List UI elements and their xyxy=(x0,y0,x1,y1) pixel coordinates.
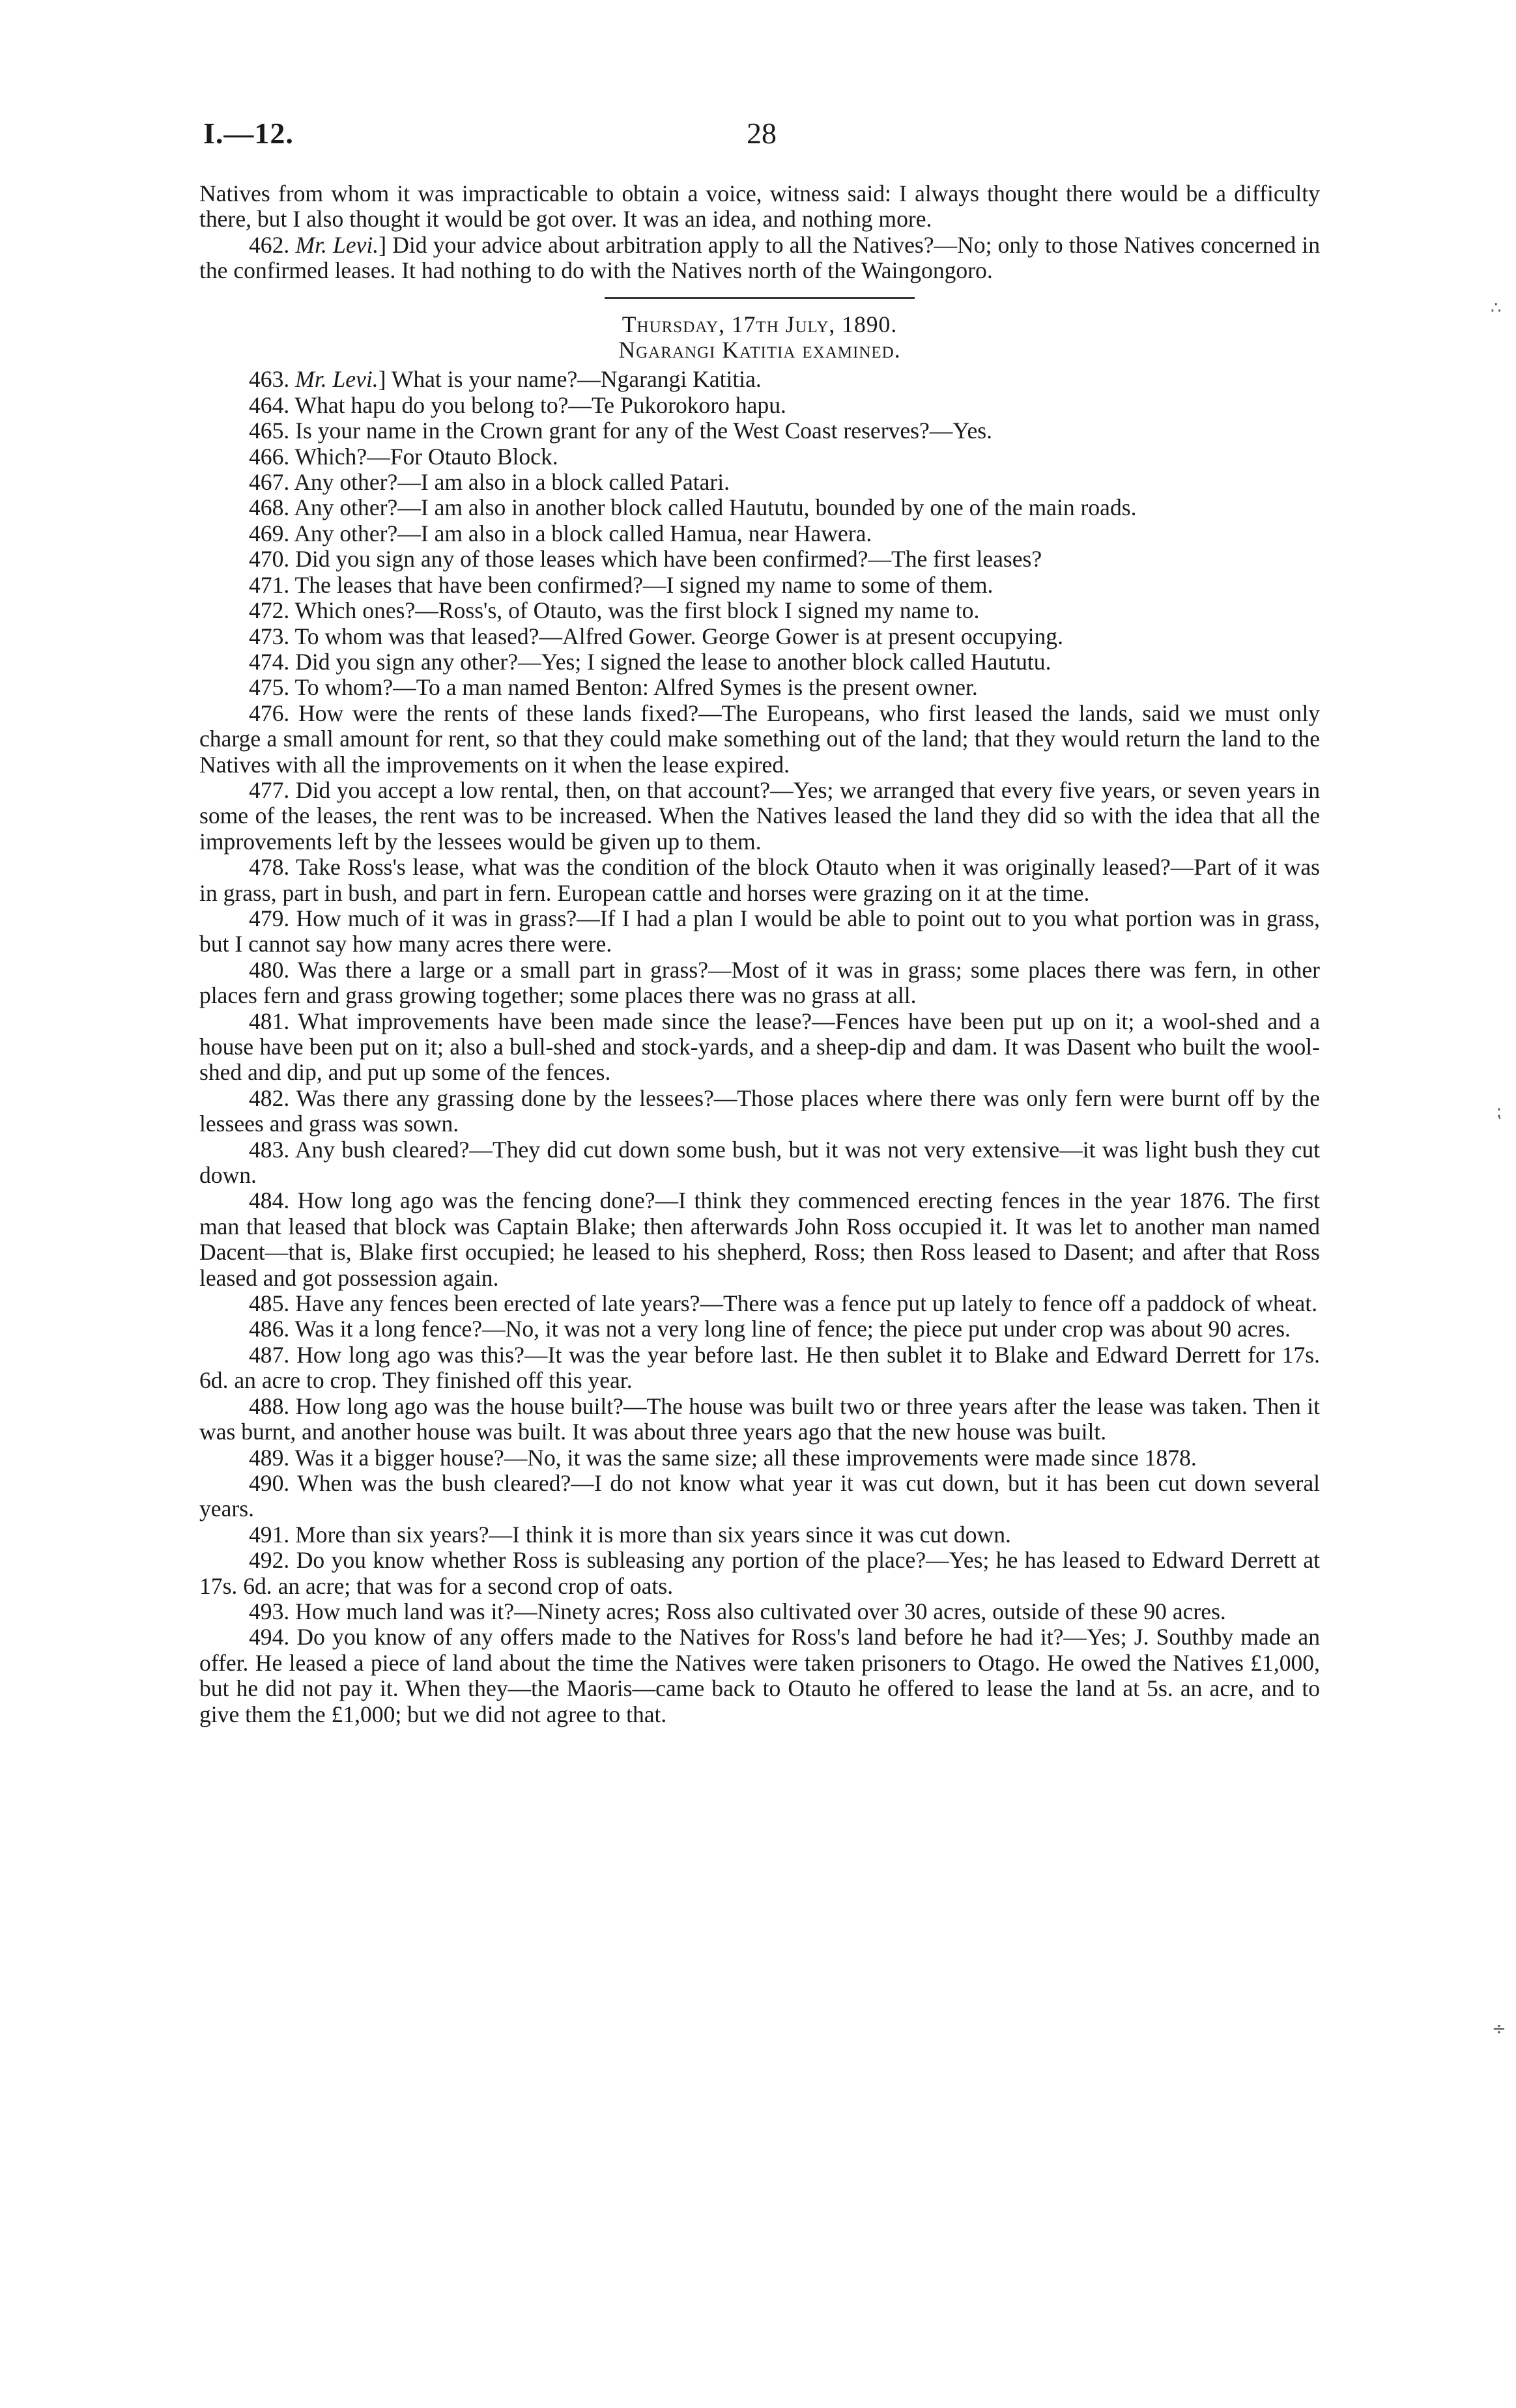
margin-mark: ∴ xyxy=(1491,298,1502,318)
question-487: 487. How long ago was this?—It was the year before last. He then sublet it to Blake and Edward Derrett for 17s. 6d. an acre to crop. They finished off this year. xyxy=(199,1341,1320,1394)
question-486: 486. Was it a long fence?—No, it was not a very long line of fence; the piece put under crop was about 90 acres. xyxy=(249,1316,1291,1342)
question-468: 468. Any other?—I am also in another block called Haututu, bounded by one of the main roads. xyxy=(249,494,1137,521)
question-476: 476. How were the rents of these lands fixed?—The Europeans, who first leased the lands, said we must only charge a small amount for rent, so that they could make something out of the land; that they would return the land to the Natives with all the improvements on it when the lease expired. xyxy=(199,700,1320,778)
question-479: 479. How much of it was in grass?—If I had a plan I would be able to point out to you what portion was in grass, but I cannot say how many acres there were. xyxy=(199,905,1320,957)
question-494: 494. Do you know of any offers made to the Natives for Ross's land before he had it?—Yes; J. Southby made an offer. He leased a piece of land about the time the Natives were taken prisoners to Otago. He owed the Natives £1,000, but he did not pay it. When they—the Maoris—came back to Otauto he offered to lease the land at 5s. an acre, and to give them the £1,000; but we did not agree to that. xyxy=(199,1624,1320,1727)
questioner: Mr. Levi. xyxy=(295,366,379,393)
question-477: 477. Did you accept a low rental, then, on that account?—Yes; we arranged that every five years, or seven years in some of the leases, the rent was to be increased. When the Natives leased the land they did so with the idea that all the improvements left by the lessees would be given up to them. xyxy=(199,776,1320,855)
question-465: 465. Is your name in the Crown grant for any of the West Coast reserves?—Yes. xyxy=(249,418,993,444)
question-478: 478. Take Ross's lease, what was the condition of the block Otauto when it was originally leased?—Part of it was in grass, part in bush, and part in fern. European cattle and horses were grazing on it at the time. xyxy=(199,854,1320,906)
question-473: 473. To whom was that leased?—Alfred Gower. George Gower is at present occupying. xyxy=(249,623,1063,649)
question-492: 492. Do you know whether Ross is subleasing any portion of the place?—Yes; he has leased to Edward Derrett at 17s. 6d. an acre; that was for a second crop of oats. xyxy=(199,1547,1320,1599)
session-date: Thursday, 17th July, 1890. xyxy=(622,311,898,337)
question-484: 484. How long ago was the fencing done?—I think they commenced erecting fences in the year 1876. The first man that leased that block was Captain Blake; then afterwards John Ross occupied it. It was let to another man named Dacent—that is, Blake first occupied; he leased to his shepherd, Ross; then Ross leased to Dasent; and after that Ross leased and got possession again. xyxy=(199,1187,1320,1291)
question-464: 464. What hapu do you belong to?—Te Pukorokoro hapu. xyxy=(249,391,786,418)
question-493: 493. How much land was it?—Ninety acres; Ross also cultivated over 30 acres, outside of these 90 acres. xyxy=(249,1598,1226,1624)
question-474: 474. Did you sign any other?—Yes; I signed the lease to another block called Haututu. xyxy=(249,648,1051,675)
intro-paragraph: Natives from whom it was impracticable to obtain a voice, witness said: I always thought there would be a difficulty there, but I also thought it would be got over. It was an idea, and nothing more. xyxy=(199,180,1320,233)
question-475: 475. To whom?—To a man named Benton: Alfred Symes is the present owner. xyxy=(249,674,978,701)
question-number: 462. xyxy=(249,231,290,258)
question-467: 467. Any other?—I am also in a block called Patari. xyxy=(249,469,730,496)
question-466: 466. Which?—For Otauto Block. xyxy=(249,443,558,470)
questioner: Mr. Levi. xyxy=(295,231,379,258)
question-485: 485. Have any fences been erected of late years?—There was a fence put up lately to fence off a paddock of wheat. xyxy=(249,1290,1318,1317)
question-text: ] What is your name?—Ngarangi Katitia. xyxy=(378,366,762,393)
question-462 xyxy=(199,233,1320,284)
question-481: 481. What improvements have been made since the lease?—Fences have been put up on it; a wool-shed and a house have been put on it; also a bull-shed and stock-yards, and a sheep-dip and dam. It was Dasent who built the wool-shed and dip, and put up some of the fences. xyxy=(199,1008,1320,1086)
question-469: 469. Any other?—I am also in a block called Hamua, near Hawera. xyxy=(249,520,872,546)
question-463 xyxy=(199,367,1320,392)
page-number: 28 xyxy=(747,117,777,150)
question-470: 470. Did you sign any of those leases which have been confirmed?—The first leases? xyxy=(249,546,1042,573)
question-483: 483. Any bush cleared?—They did cut down some bush, but it was not very extensive—it was light bush they cut down. xyxy=(199,1136,1320,1189)
witness-heading: Ngarangi Katitia examined. xyxy=(618,337,901,363)
margin-mark: ÷ xyxy=(1492,2019,1506,2039)
section-divider xyxy=(605,297,915,299)
question-490: 490. When was the bush cleared?—I do not know what year it was cut down, but it has been cut down several years. xyxy=(199,1469,1320,1522)
question-text: ] Did your advice about arbitration apply to all the Natives?—No; only to those Natives concerned in the confirmed leases. It had nothing to do with the Natives north of the Waingongoro. xyxy=(199,231,1320,284)
testimony-body xyxy=(199,181,1320,1727)
question-489: 489. Was it a bigger house?—No, it was the same size; all these improvements were made since 1878. xyxy=(249,1444,1197,1471)
question-472: 472. Which ones?—Ross's, of Otauto, was the first block I signed my name to. xyxy=(249,597,980,624)
margin-mark: ⁏ xyxy=(1496,1102,1502,1122)
question-491: 491. More than six years?—I think it is more than six years since it was cut down. xyxy=(249,1521,1011,1548)
question-471: 471. The leases that have been confirmed?—I signed my name to some of them. xyxy=(249,571,994,598)
report-reference: I.—12. xyxy=(203,117,294,150)
question-number: 463. xyxy=(249,366,290,393)
question-482: 482. Was there any grassing done by the lessees?—Those places where there was only fern were burnt off by the lessees and grass was sown. xyxy=(199,1084,1320,1137)
question-480: 480. Was there a large or a small part in grass?—Most of it was in grass; some places there was fern, in other places fern and grass growing together; some places there was no grass at all. xyxy=(199,956,1320,1009)
question-488: 488. How long ago was the house built?—The house was built two or three years after the lease was taken. Then it was burnt, and another house was built. It was about three years ago that the new house was built. xyxy=(199,1393,1320,1445)
